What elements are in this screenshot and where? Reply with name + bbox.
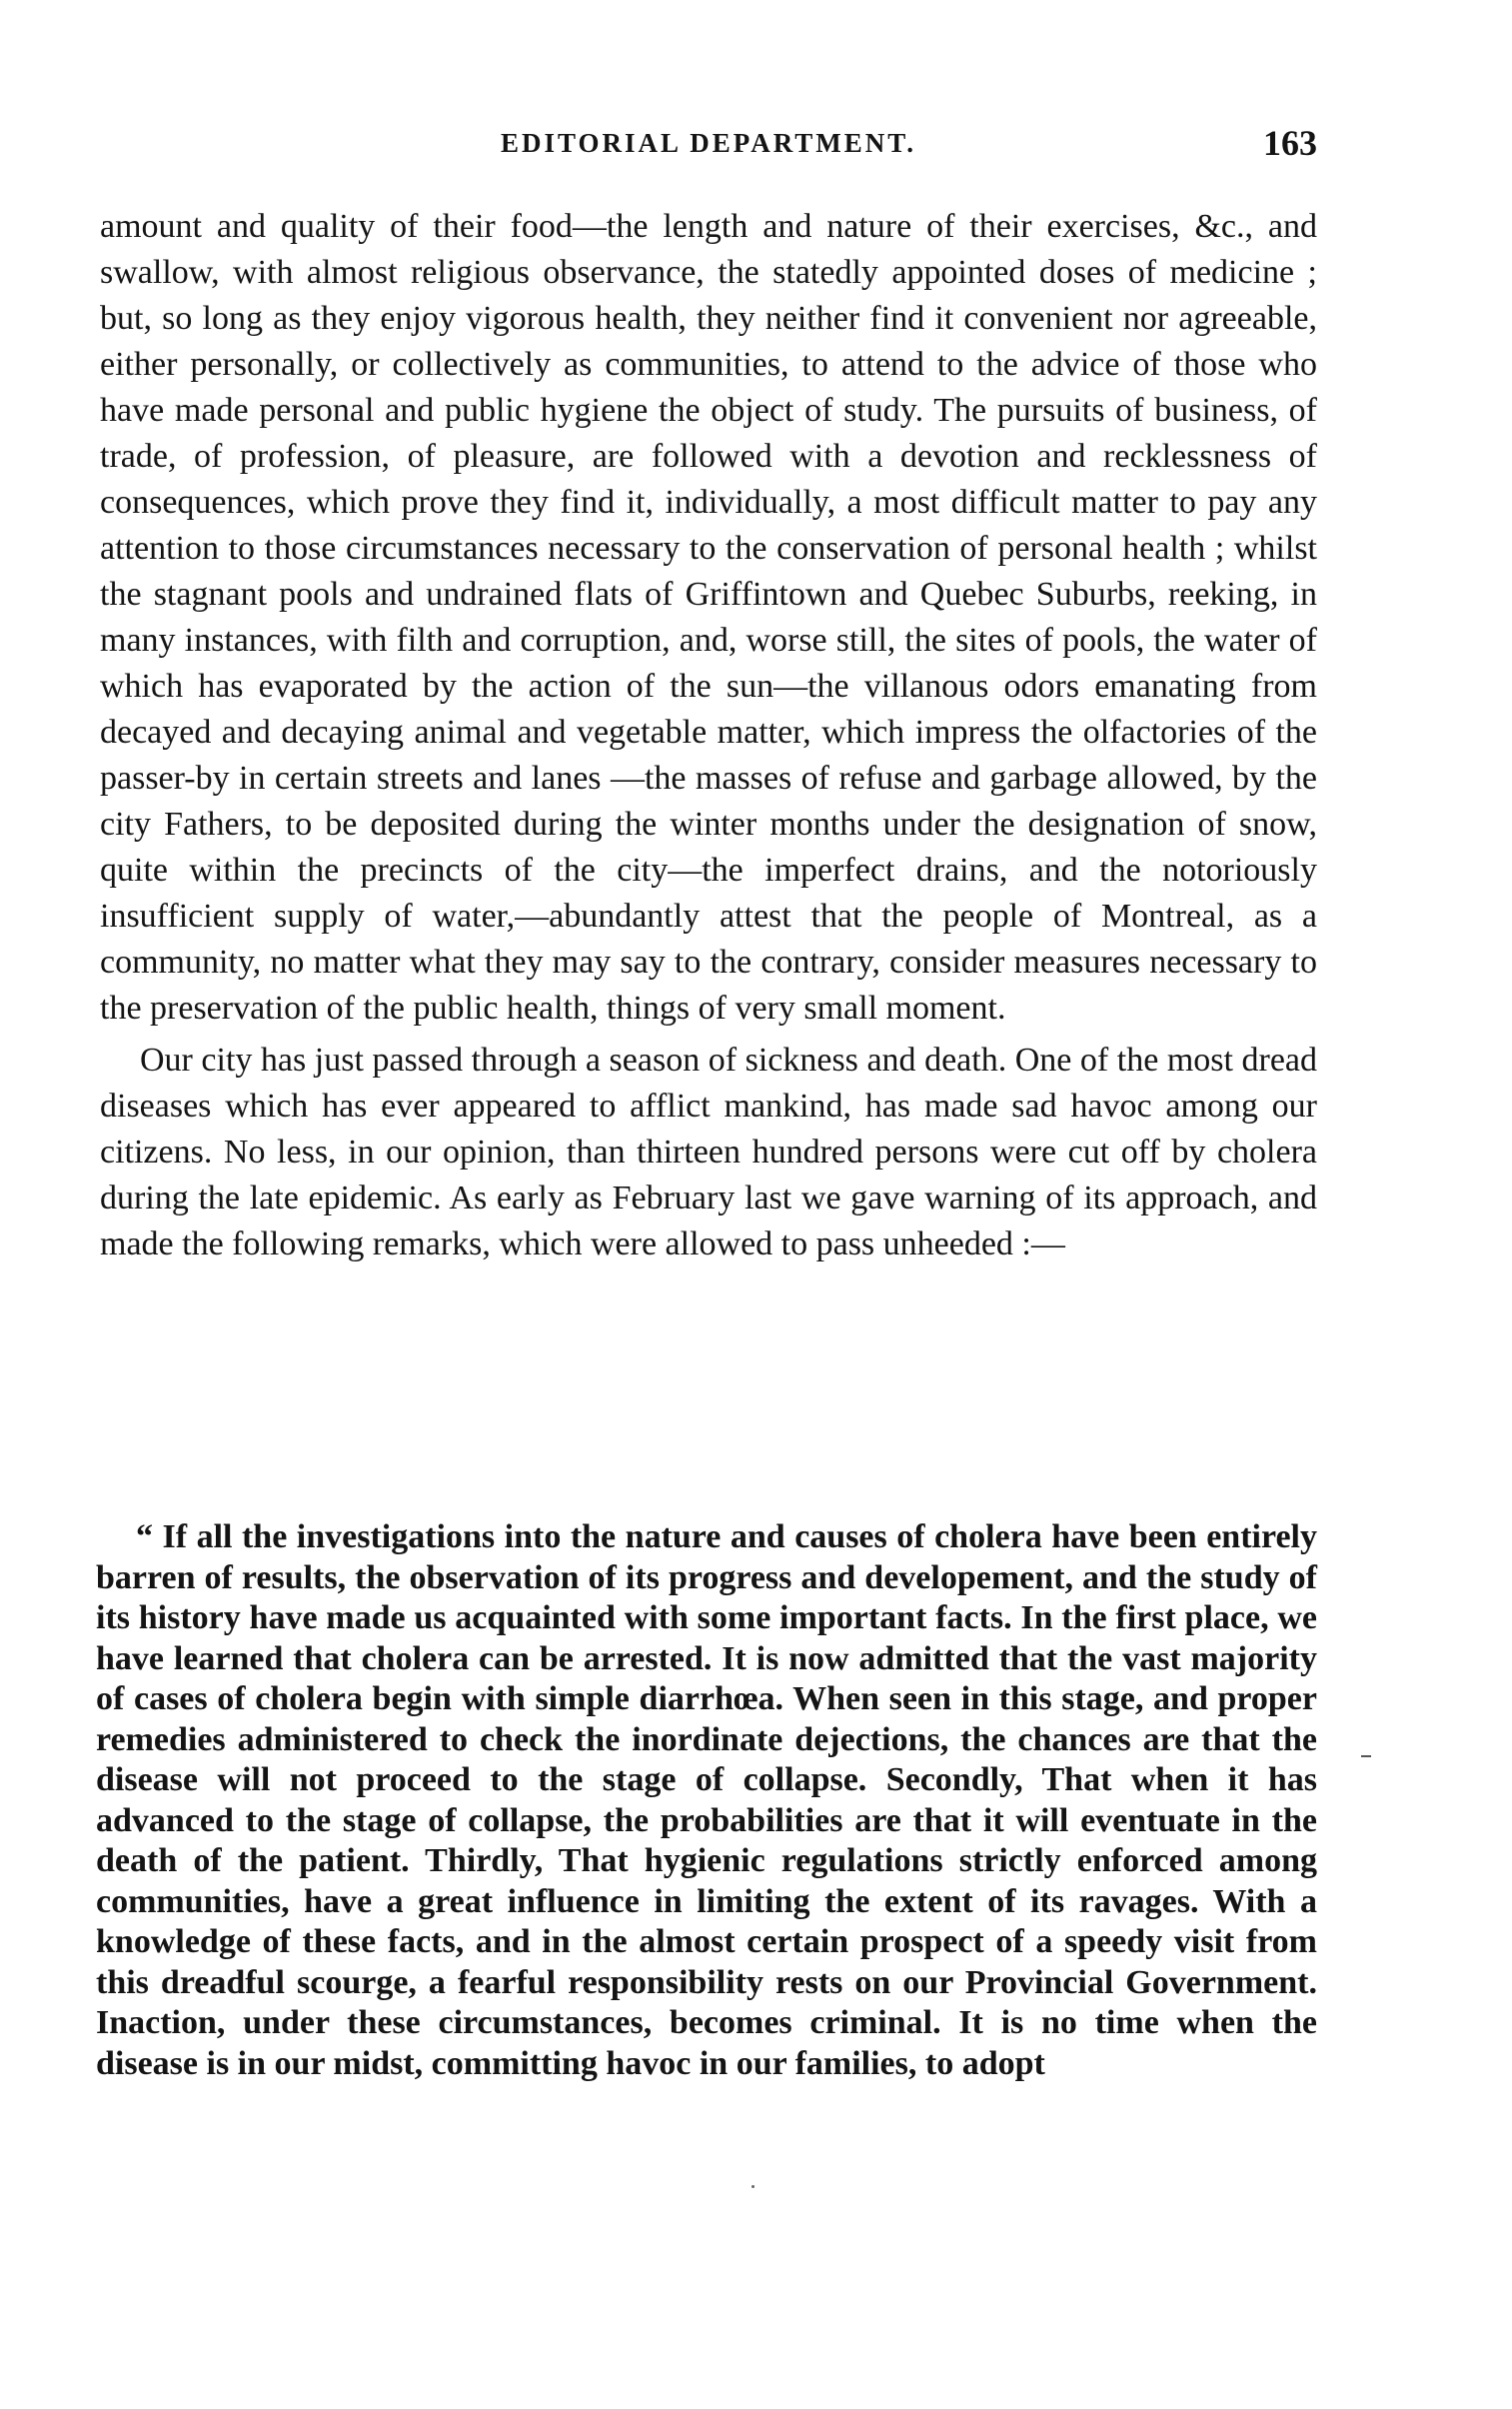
page-number: 163: [1263, 123, 1317, 163]
running-head-title: EDITORIAL DEPARTMENT.: [500, 128, 917, 158]
body-text: [100, 204, 1317, 1267]
paragraph-1: amount and quality of their food—the length and nature of their exercises, &c., and swallow, with almost religious observance, the statedly appointed doses of medicine ; but, so long as they enjoy vigorous health, they neither find it convenient nor agreeable, either personally, or collectively as communities, to attend to the advice of those who have made personal and public hygiene the object of study. The pursuits of business, of trade, of profession, of pleasure, are followed with a devotion and recklessness of consequences, which prove they find it, individually, a most difficult matter to pay any attention to those circumstances necessary to the conservation of personal health ; whilst the stagnant pools and undrained flats of Griffintown and Quebec Suburbs, reeking, in many instances, with filth and corruption, and, worse still, the sites of pools, the water of which has evaporated by the action of the sun—the villanous odors emanating from decayed and decaying animal and vegetable matter, which impress the olfactories of the passer-by in certain streets and lanes —the masses of refuse and garbage allowed, by the city Fathers, to be deposited during the winter months under the designation of snow, quite within the precincts of the city—the imperfect drains, and the notoriously insufficient supply of water,—abundantly attest that the people of Montreal, as a community, no matter what they may say to the contrary, consider measures necessary to the preservation of the public health, things of very small moment.: [100, 208, 1317, 1027]
block-quote-text: “ If all the investigations into the nature and causes of cholera have been entirely barren of results, the observation of its progress and developement, and the study of its history have made us acquainted with some important facts. In the first place, we have learned that cholera can be arrested. It is now admitted that the vast majority of cases of cholera begin with simple diarrhœa. When seen in this stage, and proper remedies administered to check the inordinate dejections, the chances are that the disease will not proceed to the stage of collapse. Secondly, That when it has advanced to the stage of collapse, the probabilities are that it will eventuate in the death of the patient. Thirdly, That hygienic regulations strictly enforced among communities, have a great influence in limiting the extent of its ravages. With a knowledge of these facts, and in the almost certain prospect of a speedy visit from this dreadful scourge, a fearful responsibility rests on our Provincial Government. Inaction, under these circumstances, becomes criminal. It is no time when the disease is in our midst, committing havoc in our families, to adopt: [96, 1518, 1317, 2082]
running-head: [100, 123, 1317, 168]
block-quote: [96, 1517, 1317, 2084]
paragraph-2: Our city has just passed through a season of sickness and death. One of the most dread diseases which has ever appeared to afflict mankind, has made sad havoc among our citizens. No less, in our opinion, than thirteen hundred persons were cut off by cholera during the late epidemic. As early as February last we gave warning of its approach, and made the following remarks, which were allowed to pass unheeded :—: [100, 1042, 1317, 1262]
page-speck: [752, 2185, 755, 2188]
margin-mark: [1361, 1755, 1371, 1757]
